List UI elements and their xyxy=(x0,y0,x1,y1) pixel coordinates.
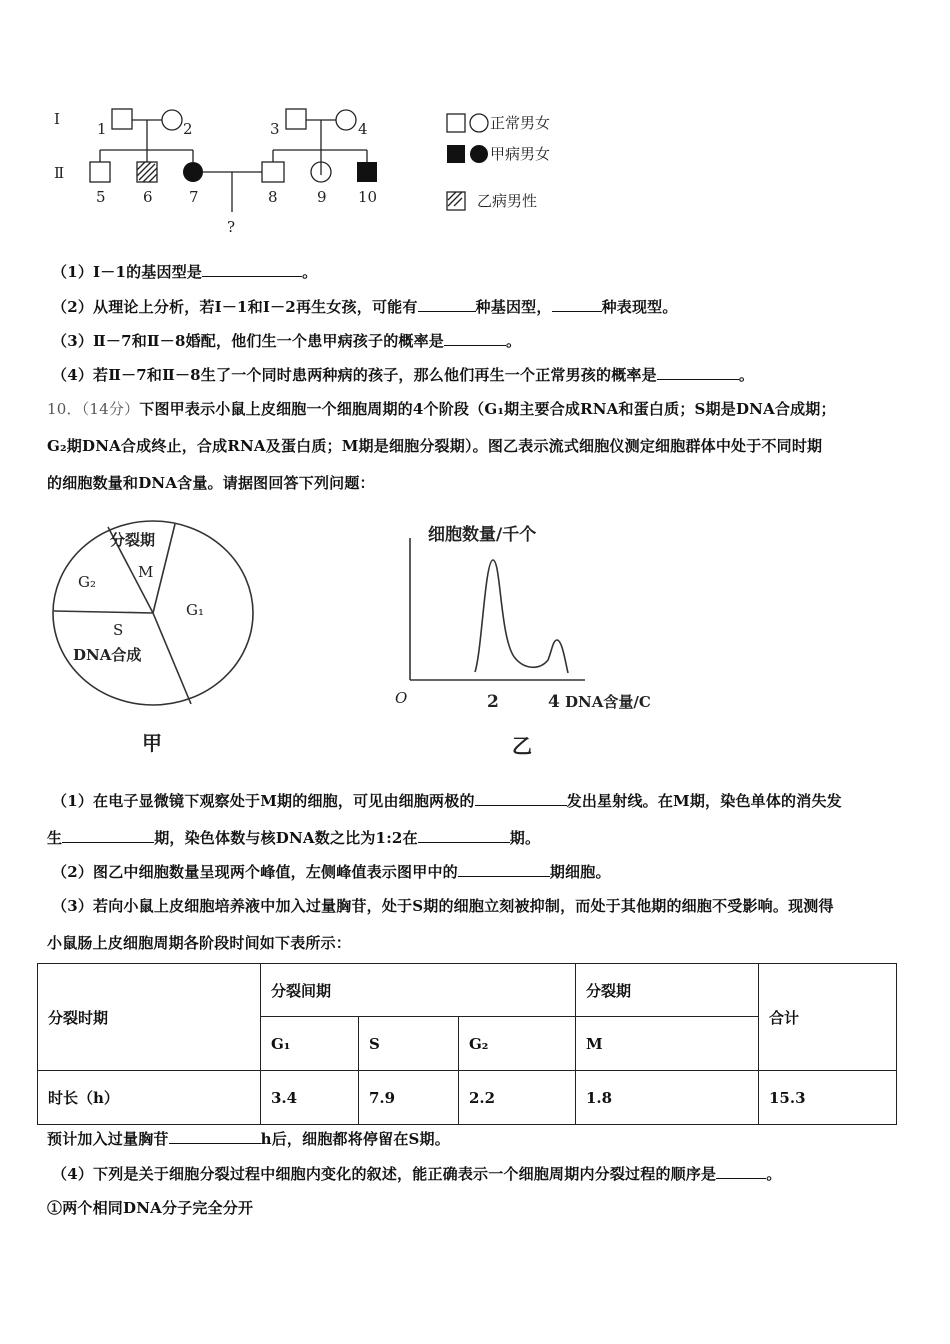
answer-blank[interactable] xyxy=(475,791,567,806)
value-s: 7.9 xyxy=(359,1071,459,1125)
female-disease-a-7 xyxy=(183,162,203,182)
col-g1: G₁ xyxy=(261,1017,359,1071)
id-label: 3 xyxy=(270,120,280,138)
legend-disease-a: 甲病男女 xyxy=(490,145,551,163)
q10-4-option-1: ①两个相同DNA分子完全分开 xyxy=(47,1199,254,1217)
answer-blank[interactable] xyxy=(552,297,602,312)
id-label: 2 xyxy=(183,120,193,138)
label-division-phase: 分裂期 xyxy=(110,531,156,549)
q10-3b: 小鼠肠上皮细胞周期各阶段时间如下表所示： xyxy=(47,934,352,952)
value-g1: 3.4 xyxy=(261,1071,359,1125)
q10-2: （2）图乙中细胞数量呈现两个峰值，左侧峰值表示图甲中的 期细胞。 xyxy=(52,863,611,881)
y-axis-label: 细胞数量/千个 xyxy=(428,525,537,545)
answer-blank[interactable] xyxy=(716,1164,766,1179)
dna-content-histogram xyxy=(390,510,710,760)
answer-blank[interactable] xyxy=(202,262,302,277)
answer-blank[interactable] xyxy=(418,297,476,312)
value-m: 1.8 xyxy=(576,1071,759,1125)
q10-intro-1: 10．（14分）下图甲表示小鼠上皮细胞一个细胞周期的4个阶段（G₁期主要合成RNA和蛋白质；S期是DNA合成期； xyxy=(47,400,836,418)
cell-cycle-pie xyxy=(40,505,280,765)
caption-yi: 乙 xyxy=(512,734,532,758)
histogram-curve xyxy=(475,560,568,673)
header-period: 分裂时期 xyxy=(38,964,261,1071)
q10-intro-3: 的细胞数量和DNA含量。请据图回答下列问题： xyxy=(47,474,375,492)
label-g2: G₂ xyxy=(78,573,96,591)
id-label: 8 xyxy=(268,188,278,206)
answer-blank[interactable] xyxy=(418,828,510,843)
col-g2: G₂ xyxy=(459,1017,576,1071)
q9-3: （3）Ⅱ－7和Ⅱ－8婚配，他们生一个患甲病孩子的概率是 。 xyxy=(52,332,522,350)
origin-label: O xyxy=(395,689,408,707)
q10-1a: （1）在电子显微镜下观察处于M期的细胞，可见由细胞两极的 发出星射线。在M期，染色单体的消失发 xyxy=(52,792,842,810)
q10-4: （4）下列是关于细胞分裂过程中细胞内变化的叙述，能正确表示一个细胞周期内分裂过程的顺序是 。 xyxy=(52,1165,782,1183)
label-m: M xyxy=(138,563,154,581)
label-g1: G₁ xyxy=(186,601,204,619)
q10-3c: 预计加入过量胸苷 h后，细胞都将停留在S期。 xyxy=(47,1130,450,1148)
id-label: 9 xyxy=(317,188,327,206)
col-s: S xyxy=(359,1017,459,1071)
tick-label: 4 xyxy=(548,692,560,712)
pedigree-diagram xyxy=(40,100,600,240)
answer-blank[interactable] xyxy=(458,862,550,877)
id-label: 4 xyxy=(358,120,368,138)
answer-blank[interactable] xyxy=(169,1129,261,1144)
x-axis-label: DNA含量/C xyxy=(565,693,651,711)
answer-blank[interactable] xyxy=(657,365,739,380)
header-division: 分裂期 xyxy=(576,964,759,1017)
cell-cycle-table xyxy=(37,963,897,1125)
value-g2: 2.2 xyxy=(459,1071,576,1125)
gen-2-label: Ⅱ xyxy=(54,164,65,182)
q9-4: （4）若Ⅱ－7和Ⅱ－8生了一个同时患两种病的孩子，那么他们再生一个正常男孩的概率是 。 xyxy=(52,366,755,384)
answer-blank[interactable] xyxy=(444,331,506,346)
value-total: 15.3 xyxy=(759,1071,897,1125)
tick-label: 2 xyxy=(487,692,499,712)
caption-jia: 甲 xyxy=(142,731,162,755)
label-dna-synthesis: DNA合成 xyxy=(73,646,142,664)
q10-intro-2: G₂期DNA合成终止，合成RNA及蛋白质；M期是细胞分裂期）。图乙表示流式细胞仪测定细胞群体中处于不同时期 xyxy=(47,437,823,455)
legend-disease-b: 乙病男性 xyxy=(477,192,538,210)
child-label: ? xyxy=(227,218,236,236)
gen-1-label: Ⅰ xyxy=(54,110,60,128)
q9-1: （1）Ⅰ－1的基因型是 。 xyxy=(52,263,318,281)
id-label: 5 xyxy=(96,188,106,206)
id-label: 1 xyxy=(97,120,107,138)
answer-blank[interactable] xyxy=(62,828,154,843)
q10-3a: （3）若向小鼠上皮细胞培养液中加入过量胸苷，处于S期的细胞立刻被抑制，而处于其他期的细胞不受影响。现测得 xyxy=(52,897,834,915)
label-s: S xyxy=(113,621,124,639)
row-label: 时长（h） xyxy=(38,1071,261,1125)
id-label: 10 xyxy=(358,188,378,206)
id-label: 6 xyxy=(143,188,153,206)
id-label: 7 xyxy=(189,188,199,206)
q9-2: （2）从理论上分析，若Ⅰ－1和Ⅰ－2再生女孩，可能有 种基因型， 种表现型。 xyxy=(52,298,678,316)
q10-1b: 生 期，染色体数与核DNA数之比为1:2在 期。 xyxy=(47,829,541,847)
legend-normal: 正常男女 xyxy=(490,114,551,132)
col-m: M xyxy=(576,1017,759,1071)
header-interphase: 分裂间期 xyxy=(261,964,576,1017)
header-total: 合计 xyxy=(759,964,897,1071)
table-row xyxy=(38,1071,897,1125)
